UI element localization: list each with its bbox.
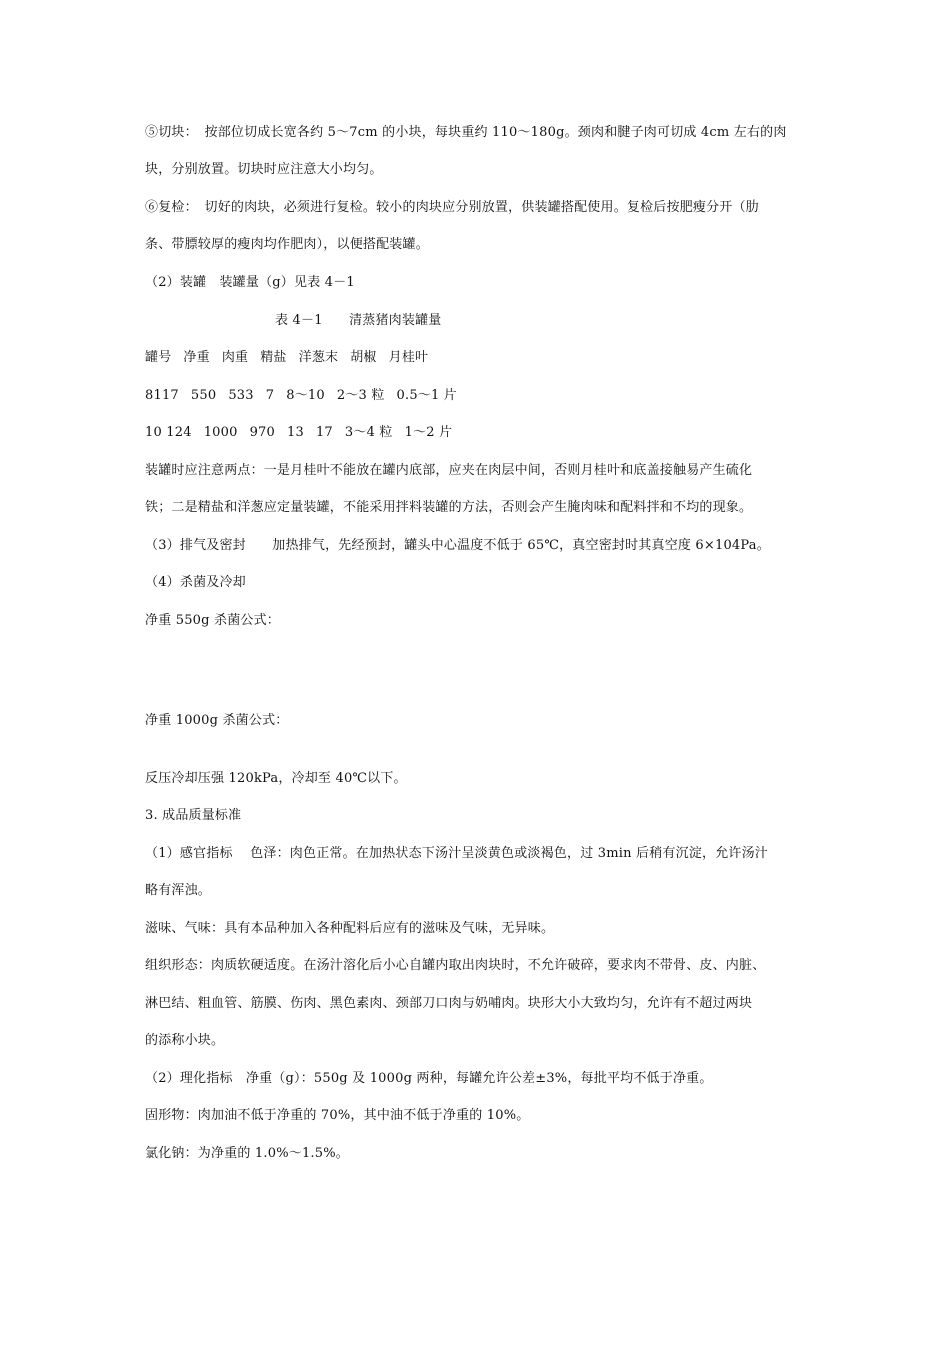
table-header-cell: 精盐 <box>260 350 287 365</box>
paragraph-sodium-chloride: 氯化钠：为净重的 1.0%～1.5%。 <box>145 1146 349 1161</box>
paragraph-texture-line-3: 的添称小块。 <box>145 1033 225 1048</box>
table-header-cell: 净重 <box>183 350 210 365</box>
paragraph-recheck-line-2: 条、带膘较厚的瘦肉均作肥肉），以便搭配装罐。 <box>145 237 429 252</box>
paragraph-taste-smell: 滋味、气味：具有本品种加入各种配料后应有的滋味及气味，无异味。 <box>145 921 555 936</box>
table-header-cell: 洋葱末 <box>298 350 339 365</box>
table-header-cell: 肉重 <box>221 350 249 365</box>
table-row <box>145 387 815 405</box>
paragraph-canning-note-line-2: 铁；二是精盐和洋葱应定量装罐，不能采用拌料装罐的方法，否则会产生腌肉味和配料拌和不均的现象。 <box>145 500 753 515</box>
table-header-cell: 月桂叶 <box>388 350 429 365</box>
table-cell: 17 <box>315 425 333 440</box>
sterilization-formula-550g-label: 净重 550g 杀菌公式： <box>145 613 280 628</box>
table-header-row <box>145 349 815 367</box>
paragraph-recheck-line-1: ⑥复检： 切好的肉块，必须进行复检。较小的肉块应分别放置，供装罐搭配使用。复检后按肥瘦分开（肋 <box>145 200 759 215</box>
section-canning-heading: （2）装罐 装罐量（g）见表 4－1 <box>145 275 355 290</box>
table-title: 表 4－1 清蒸猪肉装罐量 <box>275 313 442 328</box>
paragraph-cutting-line-2: 块，分别放置。切块时应注意大小均匀。 <box>145 162 383 177</box>
table-cell: 3～4 粒 <box>344 425 393 440</box>
section-quality-standard-heading: 3. 成品质量标准 <box>145 808 242 823</box>
table-cell: 10 124 <box>145 425 192 440</box>
paragraph-sensory-line-1: （1）感官指标 色泽：肉色正常。在加热状态下汤汁呈淡黄色或淡褐色，过 3min 后稍有沉淀，允许汤汁 <box>145 846 768 861</box>
table-cell: 1000 <box>203 425 238 440</box>
table-cell: 550 <box>190 388 217 403</box>
table-cell: 2～3 粒 <box>336 388 385 403</box>
paragraph-solids: 固形物：肉加油不低于净重的 70%，其中油不低于净重的 10%。 <box>145 1108 530 1123</box>
table-cell: 7 <box>265 388 275 403</box>
paragraph-sensory-line-2: 略有浑浊。 <box>145 883 212 898</box>
table-cell: 0.5～1 片 <box>396 388 458 403</box>
paragraph-texture-line-1: 组织形态：肉质软硬适度。在汤汁溶化后小心自罐内取出肉块时，不允许破碎，要求肉不带骨、皮、内脏、 <box>145 958 766 973</box>
table-row <box>145 424 815 442</box>
paragraph-cooling: 反压冷却压强 120kPa，冷却至 40℃以下。 <box>145 771 407 786</box>
sterilization-formula-1000g-label: 净重 1000g 杀菌公式： <box>145 713 289 728</box>
table-cell: 8117 <box>145 388 179 403</box>
table-cell: 8～10 <box>286 388 325 403</box>
table-cell: 970 <box>249 425 275 440</box>
paragraph-canning-note-line-1: 装罐时应注意两点：一是月桂叶不能放在罐内底部，应夹在肉层中间，否则月桂叶和底盖接触易产生硫化 <box>145 463 753 478</box>
table-header-cell: 胡椒 <box>350 350 377 365</box>
section-sterilization-heading: （4）杀菌及冷却 <box>145 575 246 590</box>
paragraph-cutting-line-1: ⑤切块： 按部位切成长宽各约 5～7cm 的小块，每块重约 110～180g。颈肉和腱子肉可切成 4cm 左右的肉 <box>145 125 787 140</box>
paragraph-physchem: （2）理化指标 净重（g）：550g 及 1000g 两种，每罐允许公差±3%，每批平均不低于净重。 <box>145 1071 713 1086</box>
table-cell: 533 <box>228 388 254 403</box>
paragraph-texture-line-2: 淋巴结、粗血管、筋膜、伤肉、黑色素肉、颈部刀口肉与奶哺肉。块形大小大致均匀，允许有不超过两块 <box>145 996 753 1011</box>
table-header-cell: 罐号 <box>145 350 172 365</box>
table-cell: 13 <box>287 425 304 440</box>
section-exhaust-sealing: （3）排气及密封 加热排气，先经预封，罐头中心温度不低于 65℃，真空密封时其真空度 6×104Pa。 <box>145 538 770 553</box>
table-cell: 1～2 片 <box>404 425 453 440</box>
